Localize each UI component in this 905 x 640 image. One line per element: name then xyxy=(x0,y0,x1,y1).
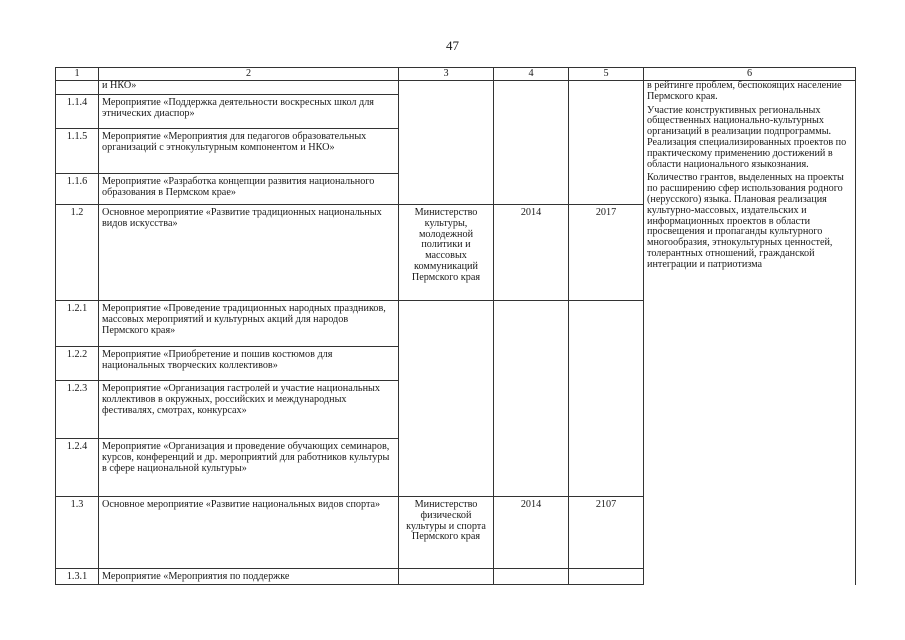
row-description: Мероприятие «Организация гастролей и участие национальных коллективов в окружных, российских и международных фестивалях, смотрах, конкурсах» xyxy=(99,381,399,439)
row-end-year xyxy=(569,569,644,585)
row-start-year xyxy=(494,569,569,585)
row-number: 1.3 xyxy=(56,497,99,569)
row-description: Мероприятие «Поддержка деятельности воскресных школ для этнических диаспор» xyxy=(99,95,399,129)
table-row xyxy=(56,81,856,95)
row-start-year: 2014 xyxy=(494,497,569,569)
row-description: Мероприятие «Разработка концепции развития национального образования в Пермском крае» xyxy=(99,174,399,205)
row-description: Мероприятие «Мероприятия по поддержке xyxy=(99,569,399,585)
program-table xyxy=(55,67,856,585)
row-description: Мероприятие «Проведение традиционных народных праздников, массовых мероприятий и культурных акций для народов Пермского края» xyxy=(99,301,399,347)
row-description: Мероприятие «Мероприятия для педагогов образовательных организаций с этнокультурным компонентом и НКО» xyxy=(99,129,399,174)
row-description: Основное мероприятие «Развитие традиционных национальных видов искусства» xyxy=(99,205,399,301)
header-row xyxy=(56,68,856,81)
row-end-year xyxy=(569,301,644,497)
header-cell: 1 xyxy=(56,68,99,81)
row-number: 1.1.6 xyxy=(56,174,99,205)
row-number: 1.2.4 xyxy=(56,439,99,497)
row-end-year: 2017 xyxy=(569,205,644,301)
row-number: 1.2.2 xyxy=(56,347,99,381)
row-responsible: Министерство физической культуры и спорта Пермского края xyxy=(399,497,494,569)
row-number xyxy=(56,81,99,95)
row-number: 1.3.1 xyxy=(56,569,99,585)
row-responsible: Министерство культуры, молодежной политики и массовых коммуникаций Пермского края xyxy=(399,205,494,301)
results-paragraph: Участие конструктивных региональных общественных национально-культурных организаций в реализации подпрограммы. Реализация специализированных проектов по практическому применению достижений в области национального языкознания. xyxy=(647,104,847,170)
row-number: 1.1.4 xyxy=(56,95,99,129)
row-number: 1.1.5 xyxy=(56,129,99,174)
row-number: 1.2 xyxy=(56,205,99,301)
row-start-year xyxy=(494,301,569,497)
header-cell: 6 xyxy=(644,68,856,81)
row-description: Мероприятие «Приобретение и пошив костюмов для национальных творческих коллективов» xyxy=(99,347,399,381)
row-responsible xyxy=(399,81,494,205)
row-number: 1.2.1 xyxy=(56,301,99,347)
header-cell: 2 xyxy=(99,68,399,81)
row-responsible xyxy=(399,569,494,585)
row-end-year: 2107 xyxy=(569,497,644,569)
row-responsible xyxy=(399,301,494,497)
header-cell: 4 xyxy=(494,68,569,81)
expected-results-cell xyxy=(644,81,856,585)
row-start-year xyxy=(494,81,569,205)
row-number: 1.2.3 xyxy=(56,381,99,439)
row-start-year: 2014 xyxy=(494,205,569,301)
row-description: и НКО» xyxy=(99,81,399,95)
header-cell: 3 xyxy=(399,68,494,81)
results-paragraph: Количество грантов, выделенных на проекты по расширению сфер использования родного (нерусского) языка. Плановая реализация культурно-массовых, издательских и информационных проектов в области просвещения и пропаганды культурного многообразия, этнокультурных ценностей, толерантных отношений, гражданской интеграции и патриотизма xyxy=(647,172,844,270)
row-end-year xyxy=(569,81,644,205)
row-description: Основное мероприятие «Развитие национальных видов спорта» xyxy=(99,497,399,569)
page-number: 47 xyxy=(446,38,459,53)
results-paragraph: в рейтинге проблем, беспокоящих население Пермского края. xyxy=(647,80,842,102)
row-description: Мероприятие «Организация и проведение обучающих семинаров, курсов, конференций и др. мероприятий для работников культуры в сфере национальной культуры» xyxy=(99,439,399,497)
header-cell: 5 xyxy=(569,68,644,81)
